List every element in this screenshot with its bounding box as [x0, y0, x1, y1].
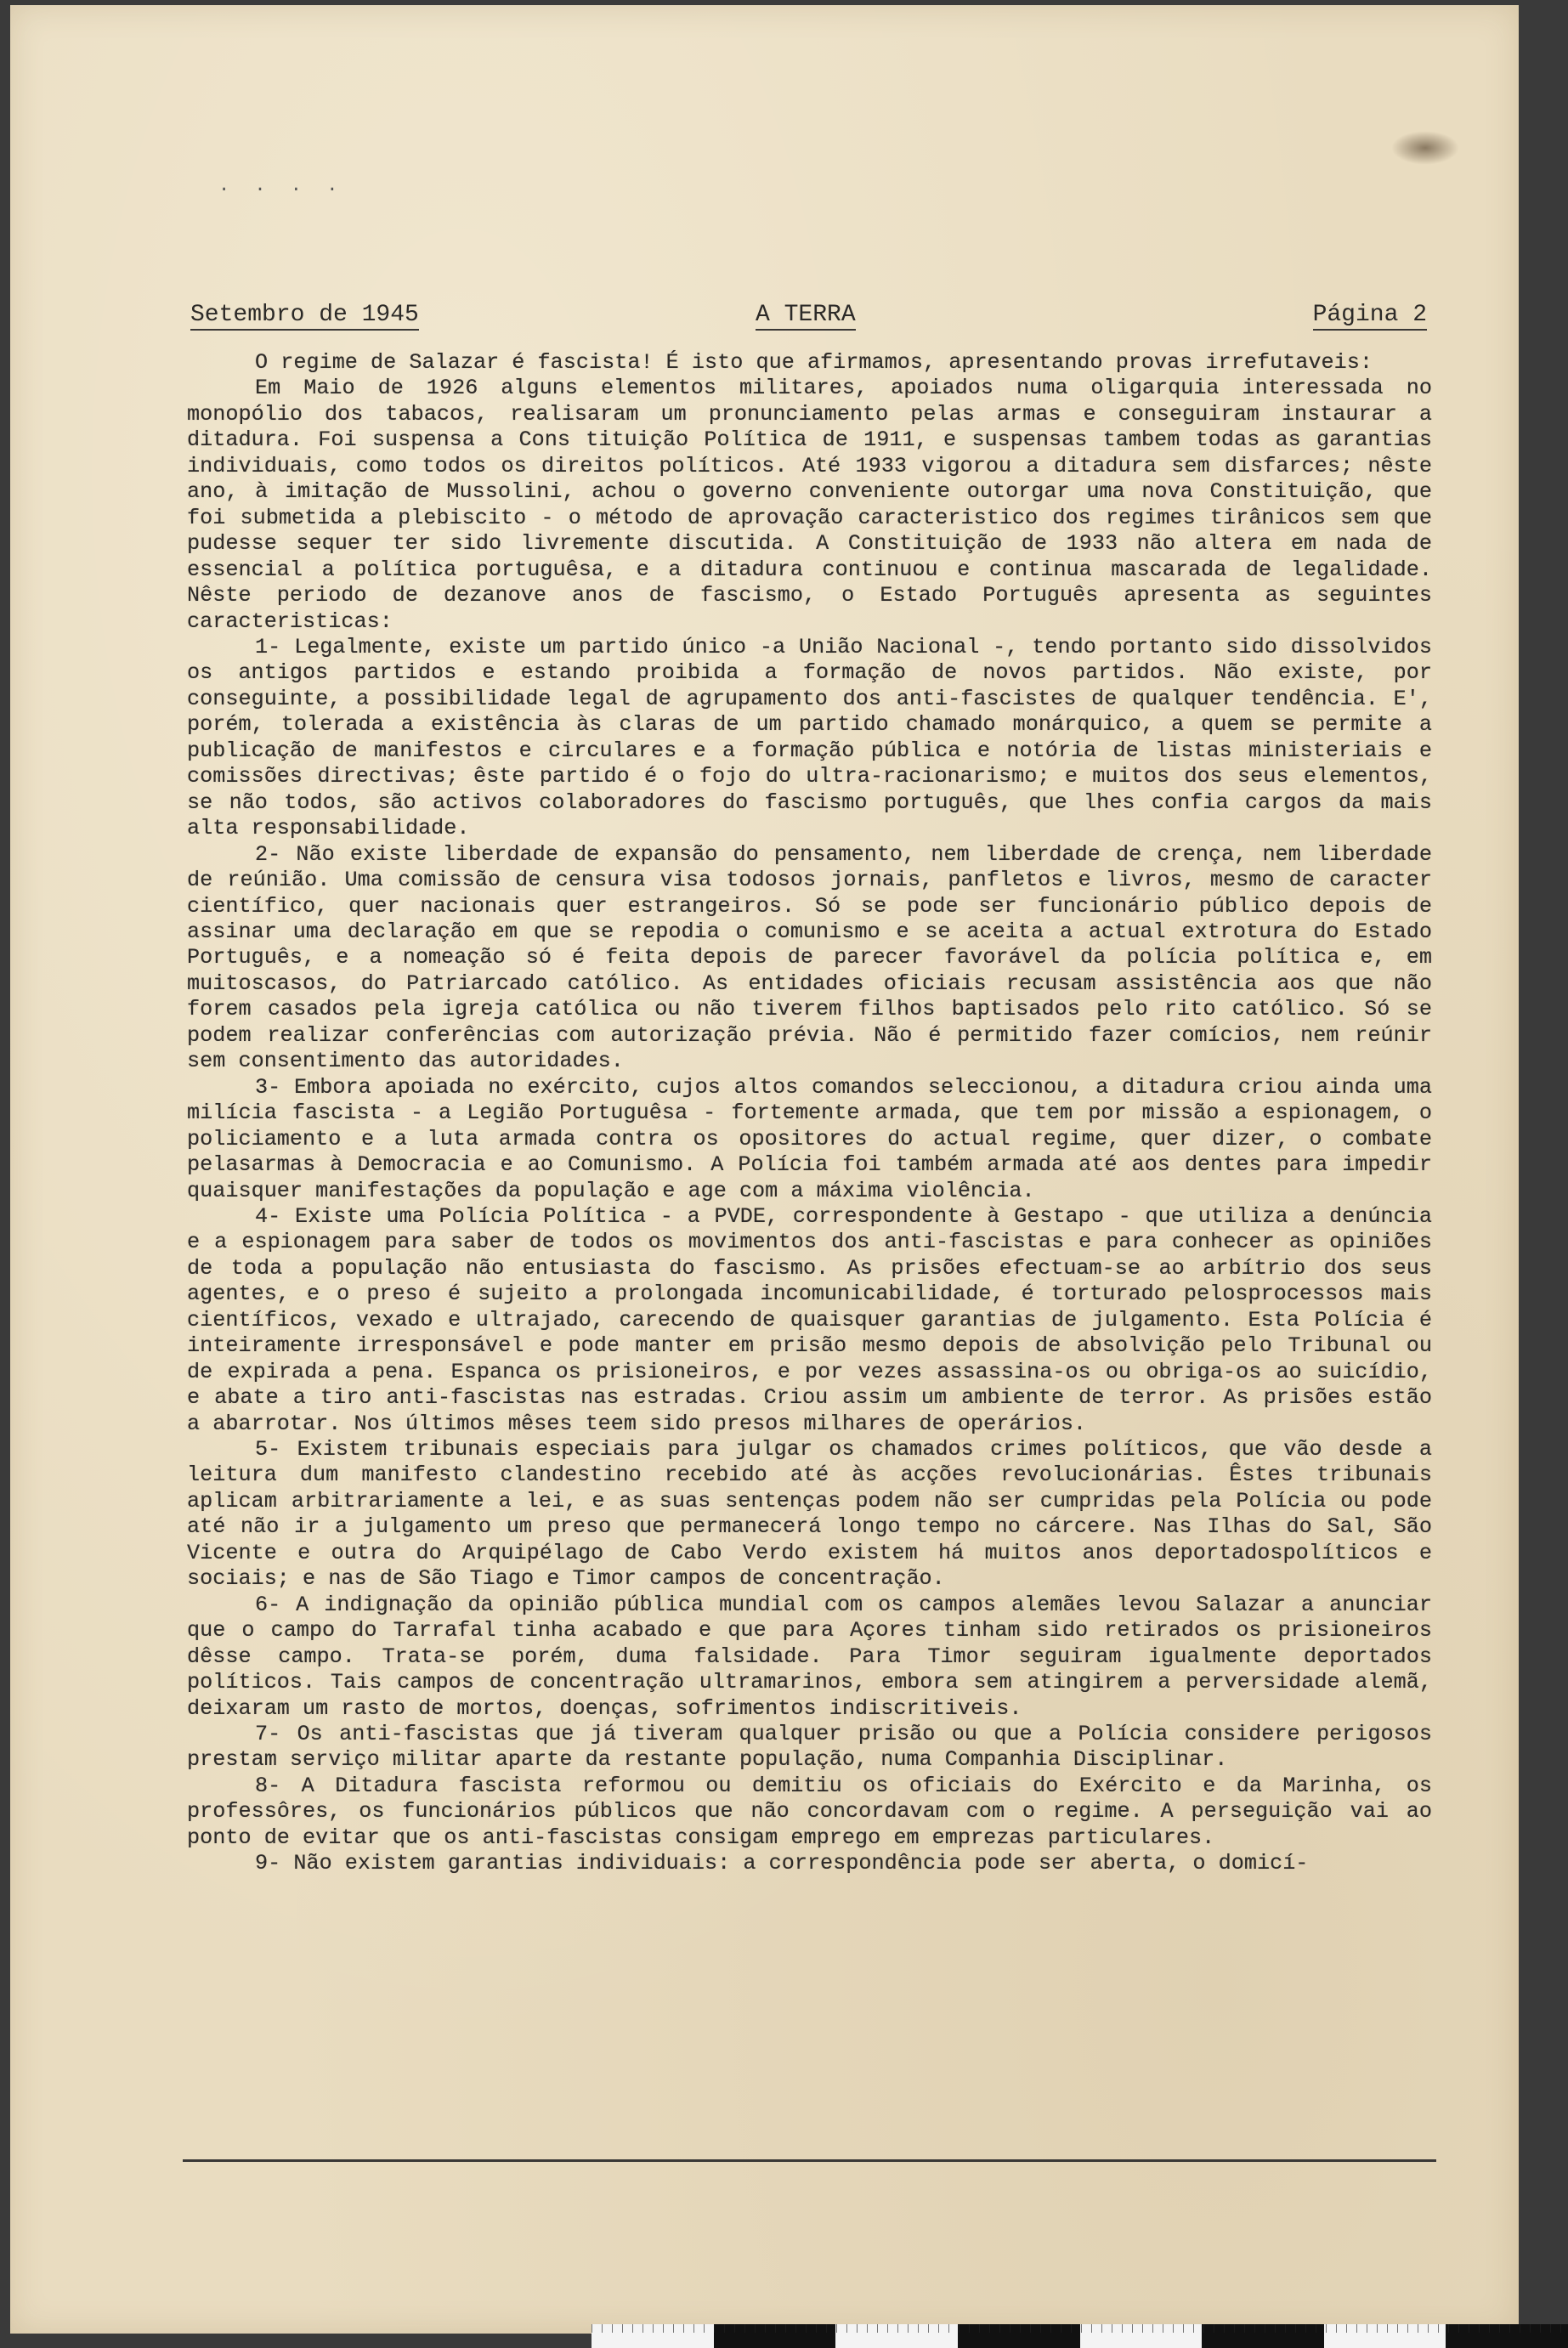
- paragraph-point-6: 6- A indignação da opinião pública mundial com os campos alemães levou Salazar a anunciar que o campo do Tarrafal tinha acabado e que para Açores tinham sido retirados os prisioneiros dêsse campo. Trata-se porém, duma falsidade. Para Timor seguiram igualmente deportados políticos. Tais campos de concentração ultramarinos, embora sem atingirem a perversidade alemã, deixaram um rasto de mortos, doenças, sofrimentos indiscritiveis.: [187, 1592, 1432, 1721]
- paragraph-history: Em Maio de 1926 alguns elementos militares, apoiados numa oligarquia interessada no monopólio dos tabacos, realisaram um pronunciamento pelas armas e conseguiram instaurar a ditadura. Foi suspensa a Cons tituição Política de 1911, e suspensas tambem todas as garantias individuais, como todos os direitos políticos. Até 1933 vigorou a ditadura sem disfarces; nêste ano, à imitação de Mussolini, achou o governo conveniente outorgar uma nova Constituição, que foi submetida a plebiscito - o método de aprovação caracteristico dos regimes tirânicos sem que pudesse sequer ter sido livremente discutida. A Constituição de 1933 não altera em nada de essencial a política portuguêsa, e a ditadura continuou e continua mascarada de legalidade. Nêste periodo de dezanove anos de fascismo, o Estado Português apresenta as seguintes caracteristicas:: [187, 376, 1432, 634]
- paragraph-point-1: 1- Legalmente, existe um partido único -a União Nacional -, tendo portanto sido dissolvidos os antigos partidos e estando proibida a formação de novos partidos. Não existe, por conseguinte, a possibilidade legal de agrupamento dos anti-fascistes de qualquer tendência. E', porém, tolerada a existência às claras de um partido chamado monárquico, a quem se permite a publicação de manifestos e circulares e a formação pública e notória de listas ministeriais e comissões directivas; êste partido é o fojo do ultra-racionarismo; e muitos dos seus elementos, se não todos, são activos colaboradores do fascismo português, que lhes confia cargos da mais alta responsabilidade.: [187, 634, 1432, 841]
- paragraph-intro: O regime de Salazar é fascista! É isto que afirmamos, apresentando provas irrefutaveis:: [255, 350, 1373, 375]
- paragraph-point-7: 7- Os anti-fascistas que já tiveram qualquer prisão ou que a Polícia considere perigosos prestam serviço militar aparte da restante população, numa Companhia Disciplinar.: [187, 1722, 1432, 1773]
- ink-stain: [1391, 131, 1459, 165]
- scale-ticks: [592, 2324, 1568, 2333]
- paragraph-point-2: 2- Não existe liberdade de expansão do pensamento, nem liberdade de crença, nem liberdade de reúnião. Uma comissão de censura visa todosos jornais, panfletos e livros, mesmo de caracter científico, quer nacionais quer estrangeiros. Só se pode ser funcionário público depois de assinar uma declaração em que se repodia o comunismo e se aceita a actual extrotura do Estado Português, e a nomeação só é feita depois de parecer favorável da polícia política e, em muitoscasos, do Patriarcado católico. As entidades oficiais recusam assistência aos que não forem casados pela igreja católica ou não tiverem filhos baptisados pelo rito católico. Só se podem realizar conferências com autorização prévia. Não é permitido fazer comícios, nem reúnir sem consentimento das autoridades.: [187, 841, 1432, 1074]
- paragraph-point-9: 9- Não existem garantias individuais: a correspondência pode ser aberta, o domicí-: [255, 1851, 1309, 1876]
- newspaper-title: A TERRA: [756, 302, 856, 331]
- paragraph-point-5: 5- Existem tribunais especiais para julgar os chamados crimes políticos, que vão desde a leitura dum manifesto clandestino recebido até às acções revolucionárias. Êstes tribunais aplicam arbitrariamente a lei, e as suas sentenças podem não ser cumpridas pela Polícia ou pode até não ir a julgamento um preso que permanecerá longo tempo no cárcere. Nas Ilhas do Sal, São Vicente e outra do Arquipélago de Cabo Verdo existem há muitos anos deportadospolíticos e sociais; e nas de São Tiago e Timor campos de concentração.: [187, 1437, 1432, 1592]
- paragraph-point-3: 3- Embora apoiada no exército, cujos altos comandos seleccionou, a ditadura criou ainda uma milícia fascista - a Legião Portuguêsa - fortemente armada, que tem por missão a espionagem, o policiamento e a luta armada contra os opositores do actual regime, quer dizer, o combate pelasarmas à Democracia e ao Comunismo. A Polícia foi também armada até aos dentes para impedir quaisquer manifestações da população e age com a máxima violência.: [187, 1074, 1432, 1203]
- paragraph-point-4: 4- Existe uma Polícia Política - a PVDE, correspondente à Gestapo - que utiliza a denúncia e a espionagem para saber de todos os movimentos dos anti-fascistas e para conhecer as opiniões de toda a população não entusiasta do fascismo. As prisões efectuam-se ao arbítrio dos seus agentes, e o preso é sujeito a prolongada incomunicabilidade, é torturado pelosprocessos mais científicos, vexado e ultrajado, carecendo de quaisquer garantias de julgamento. Esta Polícia é inteiramente irresponsável e pode manter em prisão mesmo depois de absolvição pelo Tribunal ou de expirada a pena. Espanca os prisioneiros, e por vezes assassina-os ou obriga-os ao suicídio, e abate a tiro anti-fascistas nas estradas. Criou assim um ambiente de terror. As prisões estão a abarrotar. Nos últimos mêses teem sido presos milhares de operários.: [187, 1203, 1432, 1436]
- paragraph-point-8: 8- A Ditadura fascista reformou ou demitiu os oficiais do Exército e da Marinha, os professôres, os funcionários públicos que não concordavam com o regime. A perseguição vai ao ponto de evitar que os anti-fascistas consigam emprego em emprezas particulares.: [187, 1773, 1432, 1850]
- bottom-rule: [183, 2159, 1436, 2162]
- header-date: Setembro de 1945: [190, 302, 419, 331]
- article-body: [187, 350, 1432, 1877]
- faint-marks: . . . .: [218, 175, 345, 196]
- page-number: Página 2: [1313, 302, 1427, 331]
- page-header: [190, 302, 1427, 336]
